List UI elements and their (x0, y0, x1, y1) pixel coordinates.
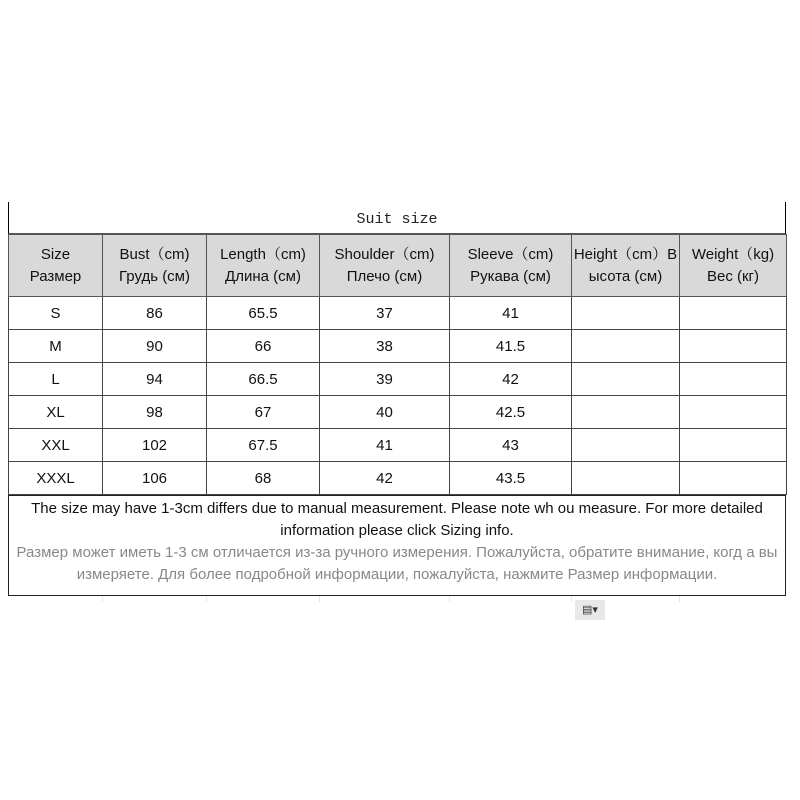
table-cell: 42.5 (450, 396, 572, 429)
table-row (9, 330, 787, 363)
header-en: Size (40, 245, 71, 263)
header-ru: Размер (29, 267, 82, 285)
table-cell: M (9, 330, 103, 363)
table-cell: 94 (103, 363, 207, 396)
table-cell: 102 (103, 429, 207, 462)
table-row (9, 297, 787, 330)
header-ru: Рукава (см) (470, 267, 551, 285)
table-cell: 39 (320, 363, 450, 396)
header-cell (450, 235, 572, 297)
table-cell: 41.5 (450, 330, 572, 363)
table-cell: 66.5 (207, 363, 320, 396)
measurement-note (8, 495, 786, 616)
table-cell (572, 396, 680, 429)
table-row (9, 396, 787, 429)
header-ru: Вес (кг) (706, 267, 760, 285)
size-table (8, 234, 787, 495)
table-cell (572, 429, 680, 462)
table-cell (680, 396, 787, 429)
header-cell (103, 235, 207, 297)
header-en: Sleeve（cm) (467, 245, 554, 263)
table-cell (680, 462, 787, 495)
table-row (9, 363, 787, 396)
table-cell: 38 (320, 330, 450, 363)
table-cell (680, 297, 787, 330)
header-en: Weight（kg) (691, 245, 775, 263)
header-row (9, 235, 787, 297)
header-ru: Длина (см) (225, 267, 301, 285)
table-cell: 43.5 (450, 462, 572, 495)
header-ru: ысота (см) (588, 267, 663, 285)
table-cell: 98 (103, 396, 207, 429)
table-cell: 86 (103, 297, 207, 330)
table-cell: 66 (207, 330, 320, 363)
table-cell: 67.5 (207, 429, 320, 462)
table-row (9, 462, 787, 495)
table-cell: 40 (320, 396, 450, 429)
table-cell: 41 (320, 429, 450, 462)
header-en: Height（cm）B (573, 245, 678, 263)
note-english: The size may have 1-3cm differs due to manual measurement. Please note wh ou measure. For more detailed information please click Sizing info. (31, 500, 763, 539)
table-cell: 68 (207, 462, 320, 495)
header-cell (9, 235, 103, 297)
header-cell (680, 235, 787, 297)
table-cell (680, 429, 787, 462)
header-ru: Плечо (см) (346, 267, 423, 285)
header-cell (207, 235, 320, 297)
table-cell: XL (9, 396, 103, 429)
header-cell (320, 235, 450, 297)
table-cell: 37 (320, 297, 450, 330)
table-cell: 43 (450, 429, 572, 462)
table-cell: XXXL (9, 462, 103, 495)
chart-title: Suit size (8, 202, 786, 234)
table-cell (572, 297, 680, 330)
table-cell (572, 363, 680, 396)
table-cell: 41 (450, 297, 572, 330)
table-cell: 65.5 (207, 297, 320, 330)
table-cell (680, 330, 787, 363)
table-row (9, 429, 787, 462)
header-en: Length（cm) (220, 245, 306, 263)
table-cell (680, 363, 787, 396)
table-cell (572, 330, 680, 363)
table-cell: 42 (320, 462, 450, 495)
note-russian: Размер может иметь 1-3 см отличается из-за ручного измерения. Пожалуйста, обратите внимание, когд а вы измеряете. Для более подробной информации, пожалуйста, нажмите Размер информации. (16, 544, 778, 583)
paste-options-icon[interactable]: ▤▾ (575, 600, 605, 620)
header-ru: Грудь (см) (119, 267, 190, 285)
header-en: Shoulder（cm) (334, 245, 435, 263)
table-cell: S (9, 297, 103, 330)
table-cell: 106 (103, 462, 207, 495)
header-cell (572, 235, 680, 297)
table-cell (572, 462, 680, 495)
table-cell: L (9, 363, 103, 396)
table-cell: XXL (9, 429, 103, 462)
gridlines (8, 596, 786, 602)
size-chart (8, 202, 786, 616)
table-cell: 67 (207, 396, 320, 429)
header-en: Bust（cm) (119, 245, 190, 263)
table-cell: 42 (450, 363, 572, 396)
table-cell: 90 (103, 330, 207, 363)
